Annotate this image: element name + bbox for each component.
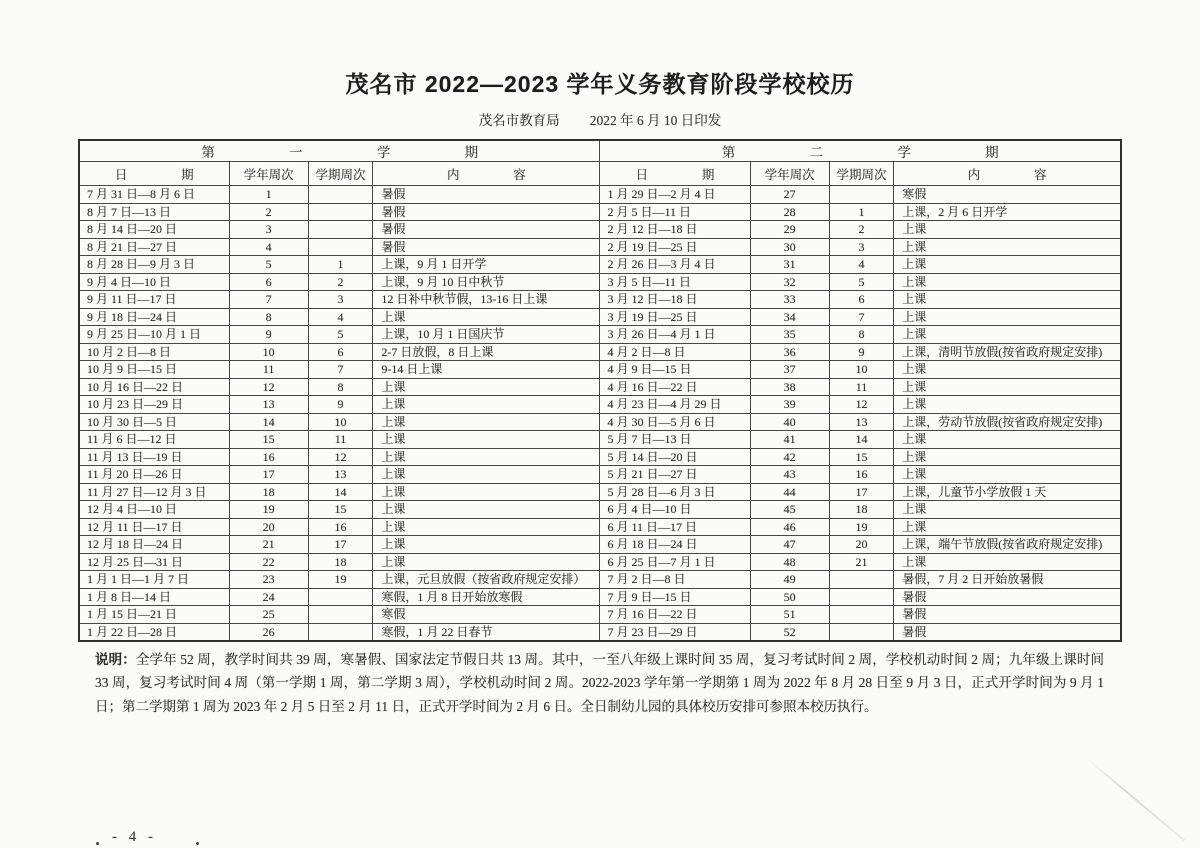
cell-term-week-s2 xyxy=(829,571,894,589)
cell-term-week-s2: 20 xyxy=(829,536,894,554)
cell-date-s1: 1 月 1 日—1 月 7 日 xyxy=(79,571,229,589)
cell-date-s2: 7 月 2 日—8 日 xyxy=(600,571,750,589)
cell-date-s2: 5 月 21 日—27 日 xyxy=(600,466,750,484)
cell-year-week-s2: 41 xyxy=(750,431,829,449)
cell-term-week-s1 xyxy=(308,221,373,239)
cell-term-week-s1: 14 xyxy=(308,483,373,501)
col-header-date-s2: 日期 xyxy=(600,162,750,186)
scan-speck xyxy=(96,842,99,845)
cell-date-s2: 3 月 5 日—11 日 xyxy=(600,273,750,291)
cell-term-week-s2: 8 xyxy=(829,326,894,344)
cell-date-s2: 1 月 29 日—2 月 4 日 xyxy=(600,186,750,204)
cell-term-week-s1: 9 xyxy=(308,396,373,414)
table-row xyxy=(79,448,1121,466)
cell-content-s1: 2-7 日放假，8 日上课 xyxy=(373,343,600,361)
table-row xyxy=(79,571,1121,589)
cell-content-s2: 暑假 xyxy=(894,606,1121,624)
cell-year-week-s2: 39 xyxy=(750,396,829,414)
cell-content-s1: 暑假 xyxy=(373,203,600,221)
cell-year-week-s1: 2 xyxy=(229,203,308,221)
cell-date-s2: 2 月 26 日—3 月 4 日 xyxy=(600,256,750,274)
cell-content-s2: 上课 xyxy=(894,431,1121,449)
table-row xyxy=(79,518,1121,536)
notes-paragraph xyxy=(78,648,1122,719)
calendar-body xyxy=(79,186,1121,641)
cell-date-s2: 5 月 28 日—6 月 3 日 xyxy=(600,483,750,501)
col-header-term-week-s1: 学期周次 xyxy=(308,162,373,186)
cell-term-week-s2: 10 xyxy=(829,361,894,379)
table-row xyxy=(79,186,1121,204)
cell-term-week-s1 xyxy=(308,238,373,256)
school-calendar-table xyxy=(78,139,1122,642)
cell-date-s1: 10 月 2 日—8 日 xyxy=(79,343,229,361)
cell-term-week-s1 xyxy=(308,606,373,624)
cell-content-s2: 上课 xyxy=(894,466,1121,484)
cell-content-s1: 上课 xyxy=(373,553,600,571)
cell-date-s2: 6 月 18 日—24 日 xyxy=(600,536,750,554)
cell-content-s1: 暑假 xyxy=(373,186,600,204)
cell-year-week-s2: 51 xyxy=(750,606,829,624)
cell-content-s1: 上课 xyxy=(373,483,600,501)
scan-speck xyxy=(196,842,199,845)
cell-year-week-s2: 32 xyxy=(750,273,829,291)
cell-content-s1: 上课 xyxy=(373,536,600,554)
table-row xyxy=(79,431,1121,449)
cell-content-s1: 寒假，1 月 8 日开始放寒假 xyxy=(373,588,600,606)
table-row xyxy=(79,396,1121,414)
table-row xyxy=(79,291,1121,309)
cell-content-s2: 暑假 xyxy=(894,588,1121,606)
cell-date-s2: 7 月 9 日—15 日 xyxy=(600,588,750,606)
page-title: 茂名市 2022—2023 学年义务教育阶段学校校历 xyxy=(345,71,855,97)
cell-date-s2: 7 月 16 日—22 日 xyxy=(600,606,750,624)
table-row xyxy=(79,553,1121,571)
cell-content-s2: 上课 xyxy=(894,273,1121,291)
cell-year-week-s1: 7 xyxy=(229,291,308,309)
cell-date-s2: 6 月 4 日—10 日 xyxy=(600,501,750,519)
cell-year-week-s2: 45 xyxy=(750,501,829,519)
cell-date-s2: 4 月 9 日—15 日 xyxy=(600,361,750,379)
cell-date-s1: 12 月 18 日—24 日 xyxy=(79,536,229,554)
cell-year-week-s1: 10 xyxy=(229,343,308,361)
cell-content-s1: 寒假 xyxy=(373,606,600,624)
semester-1-header: 第一学期 xyxy=(79,140,600,162)
table-row xyxy=(79,326,1121,344)
cell-year-week-s2: 44 xyxy=(750,483,829,501)
cell-term-week-s2: 15 xyxy=(829,448,894,466)
cell-date-s2: 6 月 11 日—17 日 xyxy=(600,518,750,536)
cell-content-s2: 上课 xyxy=(894,308,1121,326)
issuer-name: 茂名市教育局 xyxy=(478,113,560,128)
cell-year-week-s2: 43 xyxy=(750,466,829,484)
cell-term-week-s1: 8 xyxy=(308,378,373,396)
cell-term-week-s1 xyxy=(308,588,373,606)
cell-date-s1: 8 月 21 日—27 日 xyxy=(79,238,229,256)
cell-date-s2: 4 月 30 日—5 月 6 日 xyxy=(600,413,750,431)
cell-term-week-s2 xyxy=(829,186,894,204)
cell-year-week-s1: 25 xyxy=(229,606,308,624)
cell-year-week-s1: 12 xyxy=(229,378,308,396)
cell-year-week-s2: 27 xyxy=(750,186,829,204)
cell-content-s1: 暑假 xyxy=(373,238,600,256)
cell-term-week-s1: 2 xyxy=(308,273,373,291)
cell-date-s1: 10 月 30 日—5 日 xyxy=(79,413,229,431)
cell-year-week-s2: 46 xyxy=(750,518,829,536)
cell-date-s1: 12 月 11 日—17 日 xyxy=(79,518,229,536)
cell-year-week-s2: 49 xyxy=(750,571,829,589)
cell-date-s2: 4 月 16 日—22 日 xyxy=(600,378,750,396)
cell-date-s1: 12 月 25 日—31 日 xyxy=(79,553,229,571)
cell-content-s1: 上课，元旦放假（按省政府规定安排） xyxy=(373,571,600,589)
cell-content-s2: 寒假 xyxy=(894,186,1121,204)
cell-date-s1: 1 月 15 日—21 日 xyxy=(79,606,229,624)
document-subtitle xyxy=(78,109,1122,129)
cell-term-week-s1: 4 xyxy=(308,308,373,326)
cell-term-week-s2: 2 xyxy=(829,221,894,239)
cell-date-s1: 9 月 18 日—24 日 xyxy=(79,308,229,326)
cell-term-week-s2 xyxy=(829,606,894,624)
table-row xyxy=(79,606,1121,624)
cell-year-week-s2: 35 xyxy=(750,326,829,344)
cell-date-s1: 8 月 14 日—20 日 xyxy=(79,221,229,239)
cell-content-s2: 暑假 xyxy=(894,623,1121,641)
cell-year-week-s1: 20 xyxy=(229,518,308,536)
table-row xyxy=(79,378,1121,396)
cell-year-week-s1: 6 xyxy=(229,273,308,291)
cell-content-s1: 上课 xyxy=(373,396,600,414)
col-header-year-week-s1: 学年周次 xyxy=(229,162,308,186)
table-row xyxy=(79,203,1121,221)
cell-term-week-s1: 7 xyxy=(308,361,373,379)
cell-term-week-s2: 9 xyxy=(829,343,894,361)
cell-content-s2: 上课 xyxy=(894,448,1121,466)
cell-date-s2: 5 月 7 日—13 日 xyxy=(600,431,750,449)
cell-term-week-s2: 7 xyxy=(829,308,894,326)
cell-date-s1: 10 月 9 日—15 日 xyxy=(79,361,229,379)
table-row xyxy=(79,343,1121,361)
cell-content-s2: 上课 xyxy=(894,518,1121,536)
col-header-content-s2: 内容 xyxy=(894,162,1121,186)
cell-term-week-s2: 13 xyxy=(829,413,894,431)
cell-year-week-s1: 19 xyxy=(229,501,308,519)
cell-year-week-s1: 9 xyxy=(229,326,308,344)
notes-text: 全学年 52 周，教学时间共 39 周，寒暑假、国家法定节假日共 13 周。其中，一至八年级上课时间 35 周，复习考试时间 2 周，学校机动时间 2 周；九年级上课时间 33 周，复习考试时间 4 周（第一学期 1 周，第二学期 3 周），学校机动时间 2 周。2022-2023 学年第一学期第 1 周为 2022 年 8 月 28 日至 9 月 3 日，正式开学时间为 9 月 1 日；第二学期第 1 周为 2023 年 2 月 5 日至 2 月 11 日，正式开学时间为 2 月 6 日。全日制幼儿园的具体校历安排可参照本校历执行。 xyxy=(95,651,1104,714)
col-header-content-s1: 内容 xyxy=(373,162,600,186)
cell-content-s1: 上课 xyxy=(373,466,600,484)
cell-date-s1: 11 月 20 日—26 日 xyxy=(79,466,229,484)
cell-content-s1: 上课 xyxy=(373,501,600,519)
cell-date-s1: 1 月 8 日—14 日 xyxy=(79,588,229,606)
col-header-year-week-s2: 学年周次 xyxy=(750,162,829,186)
table-row xyxy=(79,256,1121,274)
cell-year-week-s2: 30 xyxy=(750,238,829,256)
cell-year-week-s2: 33 xyxy=(750,291,829,309)
table-row xyxy=(79,466,1121,484)
cell-term-week-s2: 1 xyxy=(829,203,894,221)
cell-content-s2: 上课 xyxy=(894,361,1121,379)
cell-year-week-s1: 4 xyxy=(229,238,308,256)
table-row xyxy=(79,238,1121,256)
scan-artifact xyxy=(1084,756,1185,841)
print-date: 2022 年 6 月 10 日印发 xyxy=(589,113,722,128)
cell-year-week-s2: 31 xyxy=(750,256,829,274)
cell-content-s1: 上课，9 月 10 日中秋节 xyxy=(373,273,600,291)
cell-date-s1: 1 月 22 日—28 日 xyxy=(79,623,229,641)
cell-term-week-s2: 4 xyxy=(829,256,894,274)
page-number: - 4 - xyxy=(112,829,157,845)
cell-date-s2: 3 月 19 日—25 日 xyxy=(600,308,750,326)
cell-content-s2: 上课 xyxy=(894,238,1121,256)
cell-term-week-s1: 3 xyxy=(308,291,373,309)
cell-year-week-s1: 11 xyxy=(229,361,308,379)
cell-date-s2: 4 月 23 日—4 月 29 日 xyxy=(600,396,750,414)
table-row xyxy=(79,588,1121,606)
cell-term-week-s1: 18 xyxy=(308,553,373,571)
cell-term-week-s2 xyxy=(829,623,894,641)
cell-term-week-s1 xyxy=(308,203,373,221)
cell-year-week-s1: 8 xyxy=(229,308,308,326)
cell-year-week-s1: 21 xyxy=(229,536,308,554)
notes-label: 说明： xyxy=(95,651,136,667)
cell-content-s2: 上课，劳动节放假(按省政府规定安排) xyxy=(894,413,1121,431)
cell-content-s2: 上课，端午节放假(按省政府规定安排) xyxy=(894,536,1121,554)
table-row xyxy=(79,273,1121,291)
cell-date-s2: 2 月 5 日—11 日 xyxy=(600,203,750,221)
cell-content-s1: 12 日补中秋节假，13-16 日上课 xyxy=(373,291,600,309)
semester-header-row xyxy=(79,140,1121,162)
cell-term-week-s1: 19 xyxy=(308,571,373,589)
cell-term-week-s2: 11 xyxy=(829,378,894,396)
cell-term-week-s2: 5 xyxy=(829,273,894,291)
cell-term-week-s2: 17 xyxy=(829,483,894,501)
cell-year-week-s1: 22 xyxy=(229,553,308,571)
cell-term-week-s1: 6 xyxy=(308,343,373,361)
cell-content-s1: 上课，10 月 1 日国庆节 xyxy=(373,326,600,344)
cell-date-s1: 11 月 13 日—19 日 xyxy=(79,448,229,466)
cell-content-s2: 上课，2 月 6 日开学 xyxy=(894,203,1121,221)
cell-term-week-s2: 18 xyxy=(829,501,894,519)
cell-date-s1: 11 月 27 日—12 月 3 日 xyxy=(79,483,229,501)
cell-content-s2: 上课 xyxy=(894,396,1121,414)
cell-content-s1: 9-14 日上课 xyxy=(373,361,600,379)
cell-date-s1: 12 月 4 日—10 日 xyxy=(79,501,229,519)
cell-term-week-s1: 15 xyxy=(308,501,373,519)
cell-content-s1: 上课 xyxy=(373,308,600,326)
table-row xyxy=(79,221,1121,239)
cell-year-week-s1: 14 xyxy=(229,413,308,431)
cell-content-s1: 上课 xyxy=(373,413,600,431)
cell-term-week-s1: 16 xyxy=(308,518,373,536)
col-header-date-s1: 日期 xyxy=(79,162,229,186)
cell-content-s2: 上课，清明节放假(按省政府规定安排) xyxy=(894,343,1121,361)
cell-term-week-s2: 21 xyxy=(829,553,894,571)
cell-year-week-s2: 50 xyxy=(750,588,829,606)
column-header-row xyxy=(79,162,1121,186)
table-row xyxy=(79,501,1121,519)
cell-content-s2: 上课 xyxy=(894,326,1121,344)
cell-content-s2: 上课 xyxy=(894,256,1121,274)
cell-year-week-s2: 28 xyxy=(750,203,829,221)
cell-term-week-s1: 11 xyxy=(308,431,373,449)
cell-year-week-s2: 36 xyxy=(750,343,829,361)
cell-term-week-s2: 19 xyxy=(829,518,894,536)
cell-content-s1: 上课 xyxy=(373,518,600,536)
cell-year-week-s2: 34 xyxy=(750,308,829,326)
cell-content-s2: 暑假，7 月 2 日开始放暑假 xyxy=(894,571,1121,589)
cell-date-s2: 3 月 12 日—18 日 xyxy=(600,291,750,309)
cell-content-s1: 上课 xyxy=(373,431,600,449)
cell-term-week-s1: 13 xyxy=(308,466,373,484)
table-row xyxy=(79,308,1121,326)
cell-year-week-s1: 17 xyxy=(229,466,308,484)
cell-term-week-s2: 16 xyxy=(829,466,894,484)
cell-year-week-s1: 18 xyxy=(229,483,308,501)
cell-term-week-s1: 17 xyxy=(308,536,373,554)
cell-content-s2: 上课 xyxy=(894,291,1121,309)
cell-term-week-s2: 6 xyxy=(829,291,894,309)
cell-year-week-s2: 52 xyxy=(750,623,829,641)
col-header-term-week-s2: 学期周次 xyxy=(829,162,894,186)
cell-content-s1: 上课 xyxy=(373,448,600,466)
cell-year-week-s2: 29 xyxy=(750,221,829,239)
cell-year-week-s1: 1 xyxy=(229,186,308,204)
cell-date-s1: 10 月 16 日—22 日 xyxy=(79,378,229,396)
cell-content-s2: 上课 xyxy=(894,378,1121,396)
cell-content-s1: 上课，9 月 1 日开学 xyxy=(373,256,600,274)
table-row xyxy=(79,536,1121,554)
cell-content-s2: 上课 xyxy=(894,501,1121,519)
cell-content-s2: 上课 xyxy=(894,221,1121,239)
cell-date-s2: 2 月 12 日—18 日 xyxy=(600,221,750,239)
cell-term-week-s1: 5 xyxy=(308,326,373,344)
cell-date-s1: 9 月 4 日—10 日 xyxy=(79,273,229,291)
cell-content-s1: 上课 xyxy=(373,378,600,396)
cell-date-s2: 7 月 23 日—29 日 xyxy=(600,623,750,641)
table-row xyxy=(79,483,1121,501)
cell-date-s2: 3 月 26 日—4 月 1 日 xyxy=(600,326,750,344)
cell-year-week-s2: 38 xyxy=(750,378,829,396)
cell-content-s2: 上课，儿童节小学放假 1 天 xyxy=(894,483,1121,501)
cell-term-week-s2: 3 xyxy=(829,238,894,256)
cell-date-s1: 9 月 25 日—10 月 1 日 xyxy=(79,326,229,344)
table-row xyxy=(79,623,1121,641)
table-row xyxy=(79,413,1121,431)
cell-date-s1: 7 月 31 日—8 月 6 日 xyxy=(79,186,229,204)
cell-year-week-s2: 37 xyxy=(750,361,829,379)
cell-year-week-s1: 16 xyxy=(229,448,308,466)
cell-year-week-s2: 40 xyxy=(750,413,829,431)
cell-term-week-s1: 12 xyxy=(308,448,373,466)
cell-year-week-s2: 42 xyxy=(750,448,829,466)
cell-date-s2: 4 月 2 日—8 日 xyxy=(600,343,750,361)
cell-date-s1: 10 月 23 日—29 日 xyxy=(79,396,229,414)
cell-date-s1: 8 月 28 日—9 月 3 日 xyxy=(79,256,229,274)
cell-year-week-s1: 23 xyxy=(229,571,308,589)
cell-year-week-s1: 15 xyxy=(229,431,308,449)
cell-term-week-s2: 12 xyxy=(829,396,894,414)
cell-date-s1: 8 月 7 日—13 日 xyxy=(79,203,229,221)
cell-year-week-s1: 24 xyxy=(229,588,308,606)
cell-term-week-s1: 10 xyxy=(308,413,373,431)
cell-year-week-s2: 48 xyxy=(750,553,829,571)
cell-date-s1: 9 月 11 日—17 日 xyxy=(79,291,229,309)
cell-date-s2: 5 月 14 日—20 日 xyxy=(600,448,750,466)
cell-term-week-s2 xyxy=(829,588,894,606)
cell-year-week-s2: 47 xyxy=(750,536,829,554)
cell-term-week-s2: 14 xyxy=(829,431,894,449)
document-page xyxy=(0,66,1200,848)
cell-date-s2: 2 月 19 日—25 日 xyxy=(600,238,750,256)
cell-year-week-s1: 13 xyxy=(229,396,308,414)
cell-content-s1: 暑假 xyxy=(373,221,600,239)
cell-term-week-s1 xyxy=(308,186,373,204)
semester-2-header: 第二学期 xyxy=(600,140,1121,162)
cell-year-week-s1: 5 xyxy=(229,256,308,274)
cell-content-s1: 寒假，1 月 22 日春节 xyxy=(373,623,600,641)
cell-year-week-s1: 26 xyxy=(229,623,308,641)
cell-content-s2: 上课 xyxy=(894,553,1121,571)
cell-term-week-s1: 1 xyxy=(308,256,373,274)
cell-date-s1: 11 月 6 日—12 日 xyxy=(79,431,229,449)
cell-year-week-s1: 3 xyxy=(229,221,308,239)
cell-term-week-s1 xyxy=(308,623,373,641)
cell-date-s2: 6 月 25 日—7 月 1 日 xyxy=(600,553,750,571)
table-row xyxy=(79,361,1121,379)
